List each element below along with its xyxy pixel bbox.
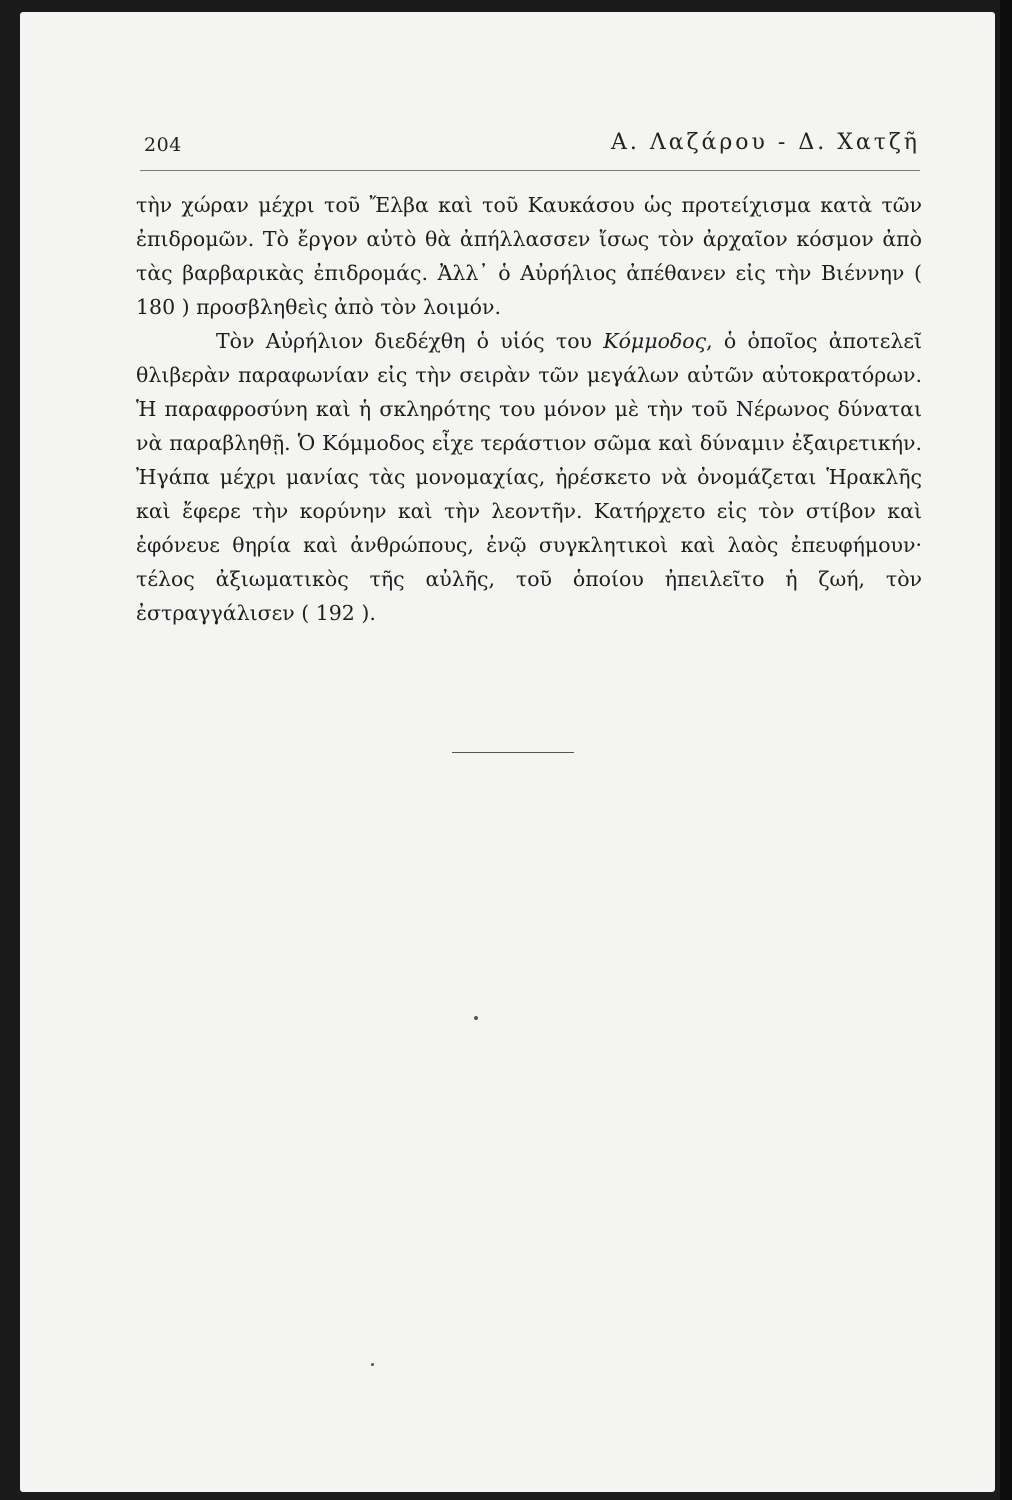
page-header [140, 128, 920, 162]
body-text [136, 188, 922, 630]
paragraph-2-start: Τὸν Αὐρήλιον διεδέχθη ὁ υἱός του [216, 329, 604, 353]
section-end-rule [452, 752, 574, 753]
paragraph-2 [136, 324, 922, 630]
paragraph-1: τὴν χώραν μέχρι τοῦ Ἔλβα καὶ τοῦ Καυκάσου ὡς προτείχισμα κατὰ τῶν ἐπιδρομῶν. Τὸ ἔργον αὐτὸ θὰ ἀπήλλασσεν ἴσως τὸν ἀρχαῖον κόσμον ἀπὸ τὰς βαρβαρικὰς ἐπιδρομάς. Ἀλλ᾽ ὁ Αὐρήλιος ἀπέθανεν εἰς τὴν Βιέννην ( 180 ) προσβληθεὶς ἀπὸ τὸν λοιμόν. [136, 193, 922, 319]
emperor-name-emphasis: Κόμμοδος [603, 329, 707, 353]
running-title: Α. Λαζάρου - Δ. Χατζῆ [610, 130, 920, 155]
print-speck [371, 1363, 374, 1366]
header-rule [140, 170, 920, 171]
paragraph-2-rest: , ὁ ὁποῖος ἀποτελεῖ θλιβερὰν παραφωνίαν εἰς τὴν σειρὰν τῶν μεγάλων αὐτῶν αὐτοκρατόρων. Ἡ παραφροσύνη καὶ ἡ σκληρότης του μόνον μὲ τὴν τοῦ Νέρωνος δύναται νὰ παραβληθῇ. Ὁ Κόμμοδος εἶχε τεράστιον σῶμα καὶ δύναμιν ἐξαιρετικήν. Ἠγάπα μέχρι μανίας τὰς μονομαχίας, ἠρέσκετο νὰ ὀνομάζεται Ἡρακλῆς καὶ ἔφερε τὴν κορύνην καὶ τὴν λεοντῆν. Κατήρχετο εἰς τὸν στίβον καὶ ἐφόνευε θηρία καὶ ἀνθρώπους, ἐνῷ συγκλητικοὶ καὶ λαὸς ἐπευφήμουν· τέλος ἀξιωματικὸς τῆς αὐλῆς, τοῦ ὁποίου ἠπειλεῖτο ἡ ζωή, τὸν ἐστραγγάλισεν ( 192 ). [136, 329, 922, 625]
book-spine-shadow [1000, 0, 1012, 1500]
print-speck [474, 1016, 478, 1020]
page-number: 204 [144, 134, 182, 156]
